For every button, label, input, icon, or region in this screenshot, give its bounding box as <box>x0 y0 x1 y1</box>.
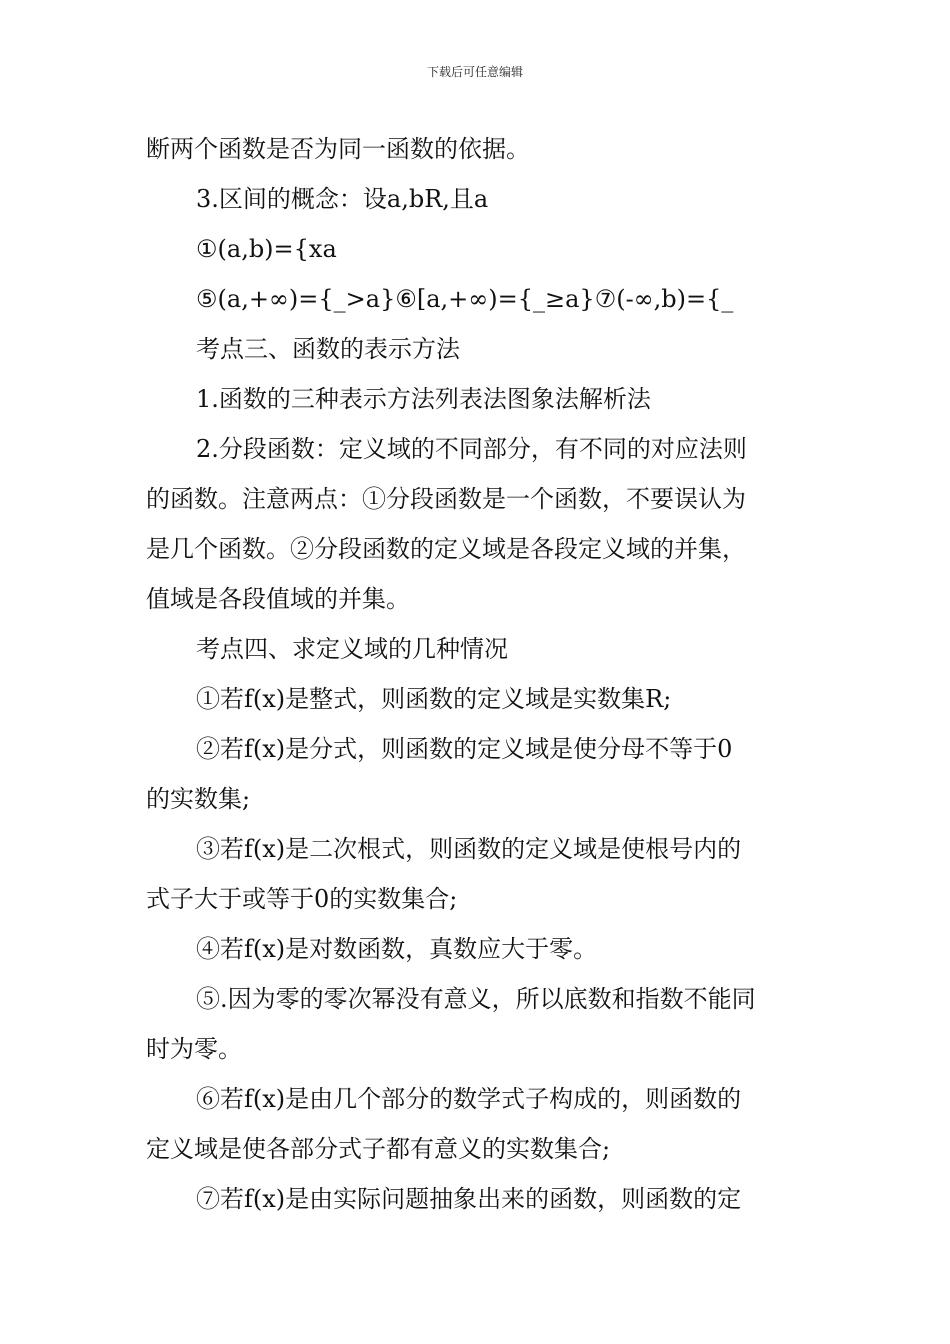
text-line: 式子大于或等于0的实数集合; <box>146 885 458 913</box>
text-line: 的函数。注意两点：①分段函数是一个函数，不要误认为 <box>146 485 746 513</box>
section-heading: 考点四、求定义域的几种情况 <box>196 635 508 663</box>
text-line: 3.区间的概念：设a,bR,且a <box>196 185 489 213</box>
text-line: ⑦若f(x)是由实际问题抽象出来的函数，则函数的定 <box>196 1185 742 1213</box>
text-line: ④若f(x)是对数函数，真数应大于零。 <box>196 935 598 963</box>
text-line: 1.函数的三种表示方法列表法图象法解析法 <box>196 385 651 413</box>
text-line: 是几个函数。②分段函数的定义域是各段定义域的并集， <box>146 535 746 563</box>
document-body <box>146 124 806 1224</box>
section-heading: 考点三、函数的表示方法 <box>196 335 460 363</box>
text-line: 定义域是使各部分式子都有意义的实数集合; <box>146 1135 611 1163</box>
text-line: ⑤.因为零的零次幂没有意义，所以底数和指数不能同 <box>196 985 756 1013</box>
text-line: ⑥若f(x)是由几个部分的数学式子构成的，则函数的 <box>196 1085 742 1113</box>
text-line: 的实数集; <box>146 785 251 813</box>
text-line: ③若f(x)是二次根式，则函数的定义域是使根号内的 <box>196 835 742 863</box>
text-line: 时为零。 <box>146 1035 242 1063</box>
text-line: 2.分段函数：定义域的不同部分，有不同的对应法则 <box>196 435 747 463</box>
text-line: ①(a,b)={xa <box>196 235 337 263</box>
text-line: ②若f(x)是分式，则函数的定义域是使分母不等于0 <box>196 735 733 763</box>
text-line: 断两个函数是否为同一函数的依据。 <box>146 135 530 163</box>
text-line: ①若f(x)是整式，则函数的定义域是实数集R; <box>196 685 672 713</box>
text-line: 值域是各段值域的并集。 <box>146 585 410 613</box>
page-header: 下载后可任意编辑 <box>426 65 523 79</box>
text-line: ⑤(a,+∞)={_>a}⑥[a,+∞)={_≥a}⑦(-∞,b)={_ <box>196 285 734 313</box>
